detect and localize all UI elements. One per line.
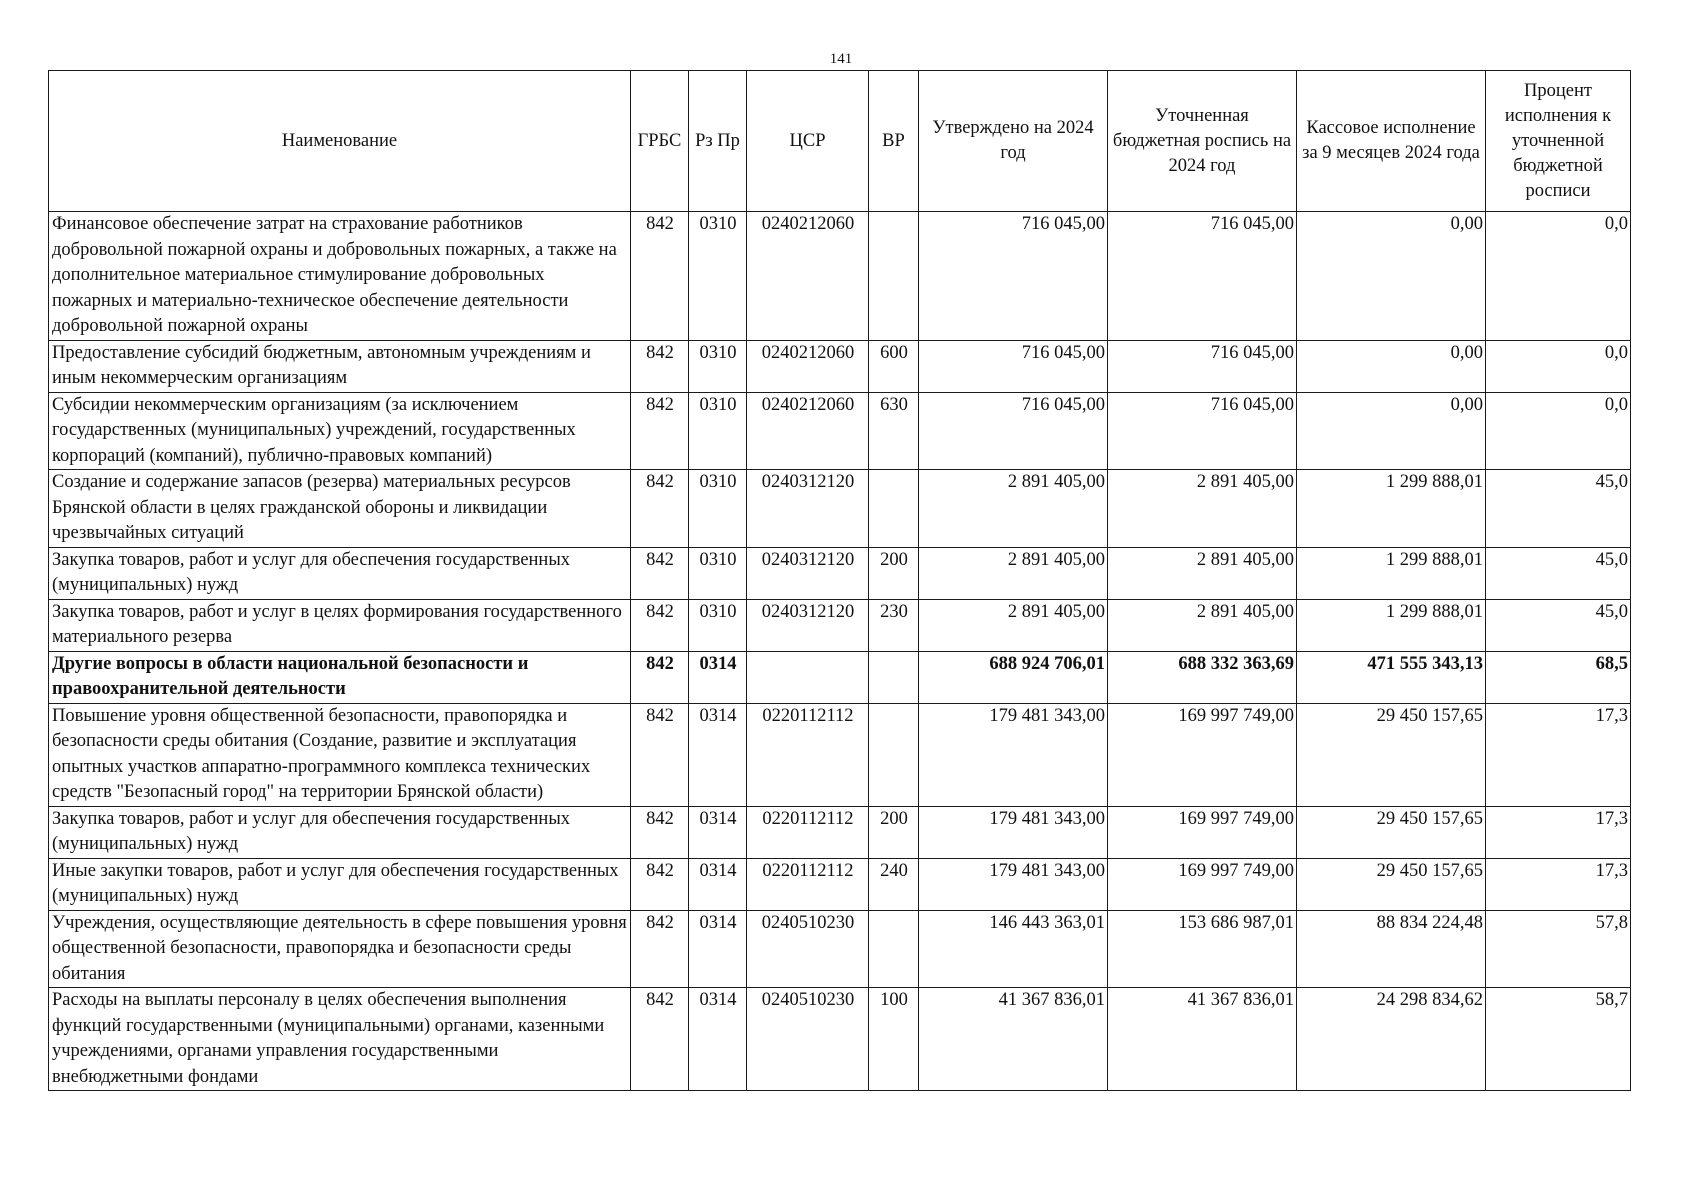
cell-name: Расходы на выплаты персоналу в целях обеспечения выполнения функций государственными (муниципальными) органами, казенными учреждениями, органами управления государственными внебюджетными фондами	[49, 988, 631, 1091]
cell-csr: 0240312120	[747, 599, 869, 651]
cell-name: Создание и содержание запасов (резерва) материальных ресурсов Брянской области в целях гражданской обороны и ликвидации чрезвычайных ситуаций	[49, 470, 631, 548]
table-row	[49, 547, 1631, 599]
cell-approved: 2 891 405,00	[919, 599, 1108, 651]
cell-vr	[869, 212, 919, 341]
cell-approved: 688 924 706,01	[919, 651, 1108, 703]
cell-name: Другие вопросы в области национальной безопасности и правоохранительной деятельности	[49, 651, 631, 703]
cell-approved: 2 891 405,00	[919, 470, 1108, 548]
cell-approved: 2 891 405,00	[919, 547, 1108, 599]
table-row	[49, 806, 1631, 858]
cell-rzpr: 0310	[689, 392, 747, 470]
cell-name: Финансовое обеспечение затрат на страхование работников добровольной пожарной охраны и добровольных пожарных, а также на дополнительное материальное стимулирование добровольных пожарных и материально-техническое обеспечение деятельности добровольной пожарной охраны	[49, 212, 631, 341]
cell-rzpr: 0314	[689, 910, 747, 988]
cell-vr: 200	[869, 547, 919, 599]
cell-grbs: 842	[631, 547, 689, 599]
cell-vr: 230	[869, 599, 919, 651]
table-row	[49, 858, 1631, 910]
cell-vr: 600	[869, 340, 919, 392]
table-row	[49, 651, 1631, 703]
cell-name: Повышение уровня общественной безопасности, правопорядка и безопасности среды обитания (Создание, развитие и эксплуатация опытных участков аппаратно-программного комплекса технических средств "Безопасный город" на территории Брянской области)	[49, 703, 631, 806]
header-csr: ЦСР	[747, 71, 869, 212]
cell-approved: 716 045,00	[919, 212, 1108, 341]
cell-vr: 630	[869, 392, 919, 470]
cell-percent: 45,0	[1486, 599, 1631, 651]
cell-grbs: 842	[631, 212, 689, 341]
cell-percent: 57,8	[1486, 910, 1631, 988]
cell-csr: 0240510230	[747, 988, 869, 1091]
cell-cash: 1 299 888,01	[1297, 599, 1486, 651]
cell-grbs: 842	[631, 988, 689, 1091]
cell-csr: 0220112112	[747, 806, 869, 858]
header-name: Наименование	[49, 71, 631, 212]
cell-grbs: 842	[631, 910, 689, 988]
cell-csr: 0240312120	[747, 547, 869, 599]
cell-grbs: 842	[631, 806, 689, 858]
cell-approved: 179 481 343,00	[919, 858, 1108, 910]
cell-cash: 471 555 343,13	[1297, 651, 1486, 703]
cell-name: Закупка товаров, работ и услуг в целях формирования государственного материального резерва	[49, 599, 631, 651]
cell-vr	[869, 910, 919, 988]
cell-percent: 68,5	[1486, 651, 1631, 703]
cell-percent: 45,0	[1486, 470, 1631, 548]
cell-refined: 169 997 749,00	[1108, 703, 1297, 806]
table-row	[49, 599, 1631, 651]
cell-name: Закупка товаров, работ и услуг для обеспечения государственных (муниципальных) нужд	[49, 547, 631, 599]
cell-percent: 17,3	[1486, 806, 1631, 858]
table-row	[49, 470, 1631, 548]
cell-name: Закупка товаров, работ и услуг для обеспечения государственных (муниципальных) нужд	[49, 806, 631, 858]
table-row	[49, 212, 1631, 341]
header-vr: ВР	[869, 71, 919, 212]
cell-grbs: 842	[631, 651, 689, 703]
cell-rzpr: 0310	[689, 340, 747, 392]
cell-rzpr: 0310	[689, 547, 747, 599]
cell-vr: 100	[869, 988, 919, 1091]
cell-rzpr: 0310	[689, 212, 747, 341]
cell-csr: 0240212060	[747, 212, 869, 341]
cell-refined: 716 045,00	[1108, 212, 1297, 341]
cell-name: Учреждения, осуществляющие деятельность в сфере повышения уровня общественной безопасности, правопорядка и безопасности среды обитания	[49, 910, 631, 988]
cell-name: Предоставление субсидий бюджетным, автономным учреждениям и иным некоммерческим организациям	[49, 340, 631, 392]
cell-percent: 0,0	[1486, 212, 1631, 341]
cell-grbs: 842	[631, 858, 689, 910]
cell-refined: 41 367 836,01	[1108, 988, 1297, 1091]
table-header-row	[49, 71, 1631, 212]
cell-refined: 2 891 405,00	[1108, 470, 1297, 548]
cell-refined: 169 997 749,00	[1108, 858, 1297, 910]
cell-grbs: 842	[631, 392, 689, 470]
cell-cash: 0,00	[1297, 212, 1486, 341]
cell-csr: 0220112112	[747, 703, 869, 806]
cell-grbs: 842	[631, 703, 689, 806]
cell-csr: 0240212060	[747, 392, 869, 470]
cell-vr: 240	[869, 858, 919, 910]
cell-approved: 716 045,00	[919, 392, 1108, 470]
header-percent: Процент исполнения к уточненной бюджетной росписи	[1486, 71, 1631, 212]
cell-approved: 179 481 343,00	[919, 703, 1108, 806]
budget-table	[48, 70, 1631, 1091]
cell-cash: 29 450 157,65	[1297, 858, 1486, 910]
cell-rzpr: 0310	[689, 470, 747, 548]
cell-cash: 0,00	[1297, 340, 1486, 392]
cell-rzpr: 0314	[689, 806, 747, 858]
page-number: 141	[829, 51, 853, 67]
cell-vr	[869, 703, 919, 806]
table-row	[49, 392, 1631, 470]
cell-csr: 0240312120	[747, 470, 869, 548]
cell-percent: 58,7	[1486, 988, 1631, 1091]
cell-rzpr: 0314	[689, 651, 747, 703]
cell-percent: 0,0	[1486, 392, 1631, 470]
cell-refined: 2 891 405,00	[1108, 599, 1297, 651]
cell-refined: 688 332 363,69	[1108, 651, 1297, 703]
cell-cash: 1 299 888,01	[1297, 547, 1486, 599]
cell-name: Субсидии некоммерческим организациям (за исключением государственных (муниципальных) учреждений, государственных корпораций (компаний), публично-правовых компаний)	[49, 392, 631, 470]
cell-cash: 88 834 224,48	[1297, 910, 1486, 988]
table-row	[49, 988, 1631, 1091]
cell-csr: 0220112112	[747, 858, 869, 910]
cell-cash: 24 298 834,62	[1297, 988, 1486, 1091]
cell-approved: 41 367 836,01	[919, 988, 1108, 1091]
cell-percent: 45,0	[1486, 547, 1631, 599]
cell-cash: 29 450 157,65	[1297, 806, 1486, 858]
cell-refined: 153 686 987,01	[1108, 910, 1297, 988]
header-approved: Утверждено на 2024 год	[919, 71, 1108, 212]
cell-refined: 2 891 405,00	[1108, 547, 1297, 599]
cell-csr: 0240510230	[747, 910, 869, 988]
cell-grbs: 842	[631, 470, 689, 548]
cell-name: Иные закупки товаров, работ и услуг для обеспечения государственных (муниципальных) нужд	[49, 858, 631, 910]
header-grbs: ГРБС	[631, 71, 689, 212]
header-refined: Уточненная бюджетная роспись на 2024 год	[1108, 71, 1297, 212]
cell-percent: 0,0	[1486, 340, 1631, 392]
header-cash: Кассовое исполнение за 9 месяцев 2024 года	[1297, 71, 1486, 212]
cell-refined: 716 045,00	[1108, 392, 1297, 470]
cell-approved: 716 045,00	[919, 340, 1108, 392]
cell-rzpr: 0310	[689, 599, 747, 651]
header-rzpr: Рз Пр	[689, 71, 747, 212]
cell-csr	[747, 651, 869, 703]
cell-cash: 29 450 157,65	[1297, 703, 1486, 806]
cell-csr: 0240212060	[747, 340, 869, 392]
cell-approved: 146 443 363,01	[919, 910, 1108, 988]
cell-grbs: 842	[631, 599, 689, 651]
cell-approved: 179 481 343,00	[919, 806, 1108, 858]
cell-rzpr: 0314	[689, 858, 747, 910]
cell-rzpr: 0314	[689, 988, 747, 1091]
cell-grbs: 842	[631, 340, 689, 392]
cell-vr	[869, 651, 919, 703]
cell-cash: 0,00	[1297, 392, 1486, 470]
table-row	[49, 910, 1631, 988]
table-row	[49, 340, 1631, 392]
cell-vr: 200	[869, 806, 919, 858]
cell-refined: 716 045,00	[1108, 340, 1297, 392]
cell-refined: 169 997 749,00	[1108, 806, 1297, 858]
cell-vr	[869, 470, 919, 548]
table-row	[49, 703, 1631, 806]
cell-percent: 17,3	[1486, 703, 1631, 806]
cell-cash: 1 299 888,01	[1297, 470, 1486, 548]
cell-rzpr: 0314	[689, 703, 747, 806]
cell-percent: 17,3	[1486, 858, 1631, 910]
